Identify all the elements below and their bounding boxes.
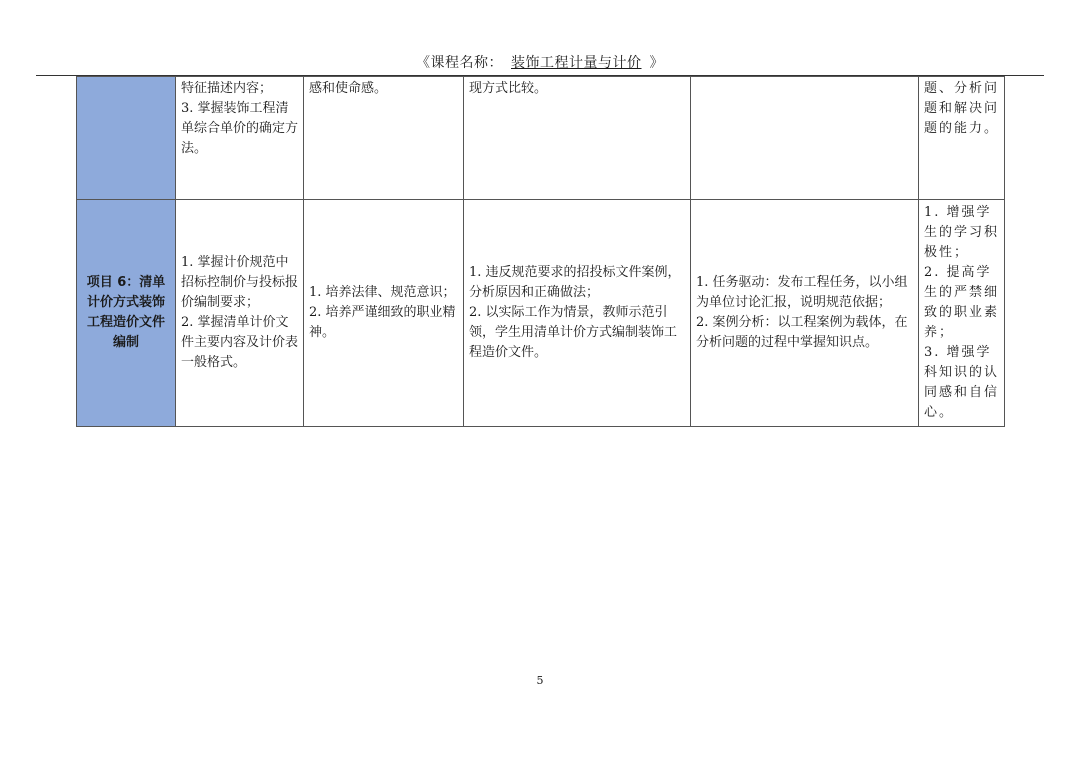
objectives-cell [176, 200, 304, 427]
table-row [77, 200, 1005, 427]
project-title: 项目 6：清单计价方式装饰工程造价文件编制 [86, 275, 166, 350]
page-number: 5 [536, 674, 544, 687]
course-header-prefix: 《课程名称： [416, 55, 503, 71]
course-header [0, 52, 1080, 72]
objective-item: 特征描述内容； [181, 81, 273, 96]
outcome-item: 1. 增强学生的学习积极性； [924, 205, 1000, 260]
content-item: 2. 以实际工作为情景，教师示范引领，学生用清单计价方式编制装饰工程造价文件。 [469, 305, 678, 360]
project-cell [77, 77, 176, 200]
content-cell [464, 200, 691, 427]
content-cell [464, 77, 691, 200]
quality-item: 1. 培养法律、规范意识； [309, 285, 456, 300]
objective-item: 3. 掌握装饰工程清单综合单价的确定方法。 [181, 101, 299, 156]
objective-item: 1. 掌握计价规范中招标控制价与投标报价编制要求； [181, 255, 299, 310]
quality-item: 感和使命感。 [309, 81, 388, 96]
methods-cell [691, 77, 919, 200]
quality-cell [304, 200, 464, 427]
quality-item: 2. 培养严谨细致的职业精神。 [309, 305, 456, 340]
objectives-cell [176, 77, 304, 200]
project-cell [77, 200, 176, 427]
outcome-item: 题、分析问题和解决问题的能力。 [924, 81, 1000, 136]
course-name: 装饰工程计量与计价 [511, 55, 642, 71]
outcome-item: 2. 提高学生的严禁细致的职业素养； [924, 265, 1000, 340]
course-table [76, 76, 1005, 427]
method-item: 1. 任务驱动：发布工程任务，以小组为单位讨论汇报，说明规范依据； [696, 275, 908, 310]
objective-item: 2. 掌握清单计价文件主要内容及计价表一般格式。 [181, 315, 299, 370]
quality-cell [304, 77, 464, 200]
outcomes-cell [919, 77, 1005, 200]
content-item: 1. 违反规范要求的招投标文件案例，分析原因和正确做法； [469, 265, 681, 300]
course-header-suffix: 》 [649, 55, 664, 71]
table-row [77, 77, 1005, 200]
outcome-item: 3. 增强学科知识的认同感和自信心。 [924, 345, 1000, 420]
content-item: 现方式比较。 [469, 81, 548, 96]
methods-cell [691, 200, 919, 427]
outcomes-cell [919, 200, 1005, 427]
method-item: 2. 案例分析：以工程案例为载体，在分析问题的过程中掌握知识点。 [696, 315, 908, 350]
